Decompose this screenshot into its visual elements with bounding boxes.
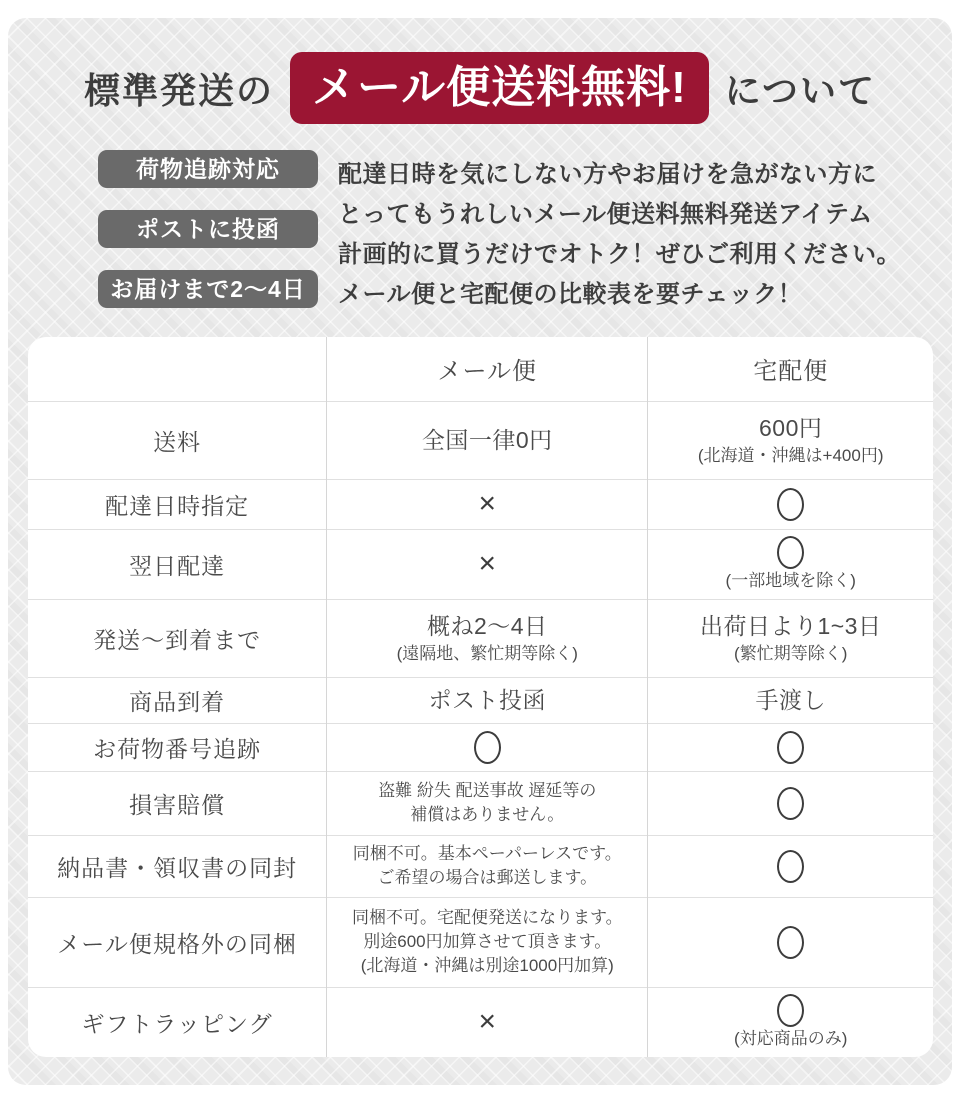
courier-cell [648, 529, 933, 599]
intro-line: 配達日時を気にしない方やお届けを急がない方に [338, 161, 877, 188]
page-title [28, 52, 932, 124]
title-prefix: 標準発送の [83, 69, 274, 111]
cell-symbol [335, 731, 639, 764]
circle-icon [777, 488, 804, 521]
badge-mailbox: ポストに投函 [98, 210, 318, 248]
free-shipping-badge: メール便送料無料! [290, 52, 709, 124]
cell-note: (一部地域を除く) [725, 570, 856, 590]
cell-symbol [656, 536, 925, 569]
mail-cell [327, 529, 648, 599]
intro-section [98, 150, 932, 315]
cell-note: 同梱不可。宅配便発送になります。 [351, 908, 623, 927]
badge-tracking: 荷物追跡対応 [98, 150, 318, 188]
cell-note: (北海道・沖縄は別途1000円加算) [360, 956, 614, 975]
mail-cell [327, 599, 648, 677]
row-label: 納品書・領収書の同封 [28, 835, 327, 897]
mail-cell [327, 897, 648, 987]
courier-cell [648, 835, 933, 897]
cross-icon: × [478, 547, 497, 580]
table-row [28, 401, 933, 479]
title-suffix: について [724, 69, 877, 111]
mail-cell [327, 677, 648, 723]
mail-cell [327, 401, 648, 479]
cell-symbol [656, 787, 925, 820]
cell-note: ご希望の場合は郵送します。 [377, 868, 598, 887]
row-label: ギフトラッピング [28, 987, 327, 1057]
mail-cell [327, 479, 648, 529]
cell-symbol [335, 1006, 639, 1038]
table-row [28, 771, 933, 835]
cell-note: 別途600円加算させて頂きます。 [363, 932, 612, 951]
courier-cell [648, 599, 933, 677]
cell-symbol [656, 926, 925, 959]
mail-cell [327, 835, 648, 897]
cell-note: (北海道・沖縄は+400円) [697, 446, 884, 465]
courier-cell [648, 723, 933, 771]
cell-symbol [335, 488, 639, 520]
table-row [28, 599, 933, 677]
row-label: お荷物番号追跡 [28, 723, 327, 771]
cell-symbol [335, 548, 639, 580]
row-label: 発送〜到着まで [28, 599, 327, 677]
circle-icon [777, 731, 804, 764]
circle-icon [777, 850, 804, 883]
courier-cell [648, 897, 933, 987]
courier-cell [648, 677, 933, 723]
courier-cell [648, 479, 933, 529]
table-row [28, 987, 933, 1057]
intro-line: メール便と宅配便の比較表を要チェック！ [338, 281, 803, 308]
cell-note: (遠隔地、繁忙期等除く) [396, 644, 578, 663]
cell-note: (対応商品のみ) [734, 1028, 848, 1048]
cell-text: 概ね2〜4日 [426, 613, 548, 639]
cell-symbol [656, 850, 925, 883]
cell-text: 全国一律0円 [421, 427, 553, 453]
feature-badge-list [98, 150, 318, 308]
cell-symbol [656, 488, 925, 521]
row-label: 商品到着 [28, 677, 327, 723]
column-header-blank [28, 337, 327, 401]
cross-icon: × [478, 1005, 497, 1038]
cell-text: 600円 [759, 415, 823, 441]
table-row [28, 677, 933, 723]
mail-cell [327, 987, 648, 1057]
cell-note: 同梱不可。基本ペーパーレスです。 [352, 844, 622, 863]
courier-cell [648, 987, 933, 1057]
shipping-info-panel [8, 18, 952, 1085]
cell-symbol [656, 994, 925, 1027]
cell-text: ポスト投函 [428, 687, 547, 713]
circle-icon [777, 926, 804, 959]
circle-icon [777, 536, 804, 569]
row-label: 配達日時指定 [28, 479, 327, 529]
intro-line: 計画的に買うだけでオトク！ぜひご利用ください。 [338, 241, 902, 268]
cell-note: 盗難 紛失 配送事故 遅延等の [378, 781, 597, 800]
header-row [28, 337, 933, 401]
table-row [28, 835, 933, 897]
cell-note: 補償はありません。 [410, 805, 565, 824]
comparison-table [28, 337, 933, 1057]
row-label: メール便規格外の同梱 [28, 897, 327, 987]
mail-cell [327, 771, 648, 835]
row-label: 翌日配達 [28, 529, 327, 599]
table-row [28, 723, 933, 771]
circle-icon [777, 787, 804, 820]
comparison-table-body [28, 401, 933, 1057]
table-row [28, 479, 933, 529]
column-header-courier: 宅配便 [648, 337, 933, 401]
courier-cell [648, 401, 933, 479]
row-label: 損害賠償 [28, 771, 327, 835]
column-header-mail: メール便 [327, 337, 648, 401]
cell-note: (繁忙期等除く) [734, 644, 848, 663]
intro-line: とってもうれしいメール便送料無料発送アイテム [338, 201, 873, 228]
badge-delivery-days: お届けまで2〜4日 [98, 270, 318, 308]
row-label: 送料 [28, 401, 327, 479]
table-row [28, 529, 933, 599]
circle-icon [474, 731, 501, 764]
cell-symbol [656, 731, 925, 764]
cell-text: 出荷日より1~3日 [699, 613, 882, 639]
comparison-table-card [28, 337, 933, 1057]
cell-text: 手渡し [755, 687, 826, 713]
table-row [28, 897, 933, 987]
circle-icon [777, 994, 804, 1027]
courier-cell [648, 771, 933, 835]
cross-icon: × [478, 487, 497, 520]
intro-paragraph [338, 150, 901, 315]
mail-cell [327, 723, 648, 771]
